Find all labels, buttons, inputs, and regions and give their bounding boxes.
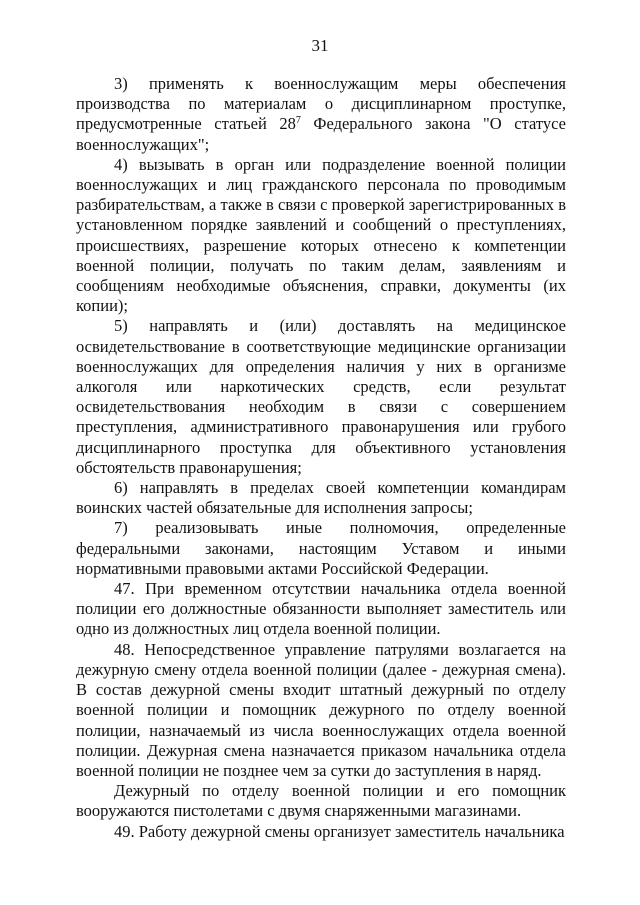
- page-number: 31: [311, 36, 329, 55]
- paragraph-item-5: 5) направлять и (или) доставлять на медицинское освидетельствование в соответствующие медицинские организации военнослужащих для определения наличия у них в организме алкоголя или наркотических средств, если результат освидетельствования необходим в связи с совершением преступления, административного правонарушения или грубого дисциплинарного проступка для объективного установления обстоятельств правонарушения;: [76, 316, 566, 477]
- paragraph-clause-48-continued: Дежурный по отделу военной полиции и его помощник вооружаются пистолетами с двумя снаряженными магазинами.: [76, 781, 566, 821]
- paragraph-text: 3) применять к военнослужащим меры обеспечения производства по материалам о дисциплинарном проступке, предусмотренные статьей 28: [76, 74, 566, 134]
- document-body: [76, 74, 566, 842]
- paragraph-item-4: 4) вызывать в орган или подразделение военной полиции военнослужащих и лиц гражданского персонала по проводимым разбирательствам, а также в связи с проверкой зарегистрированных в установленном порядке заявлений и сообщений о преступлениях, происшествиях, разрешение которых отнесено к компетенции военной полиции, получать по таким делам, заявлениям и сообщениям необходимые объяснения, справки, документы (их копии);: [76, 154, 566, 316]
- paragraph-clause-48: 48. Непосредственное управление патрулями возлагается на дежурную смену отдела военной полиции (далее - дежурная смена). В состав дежурной смены входит штатный дежурный по отделу военной полиции и помощник дежурного по отделу военной полиции, назначаемый из числа военнослужащих отдела военной полиции. Дежурная смена назначается приказом начальника отдела военной полиции не позднее чем за сутки до заступления в наряд.: [76, 639, 566, 780]
- paragraph-item-6: 6) направлять в пределах своей компетенции командирам воинских частей обязательные для исполнения запросы;: [76, 478, 566, 518]
- paragraph-clause-49: 49. Работу дежурной смены организует заместитель начальника: [114, 821, 565, 841]
- superscript-article-index: 7: [295, 115, 301, 127]
- paragraph-text: Федерального закона "О статусе военнослужащих";: [76, 114, 566, 154]
- paragraph-clause-47: 47. При временном отсутствии начальника отдела военной полиции его должностные обязанности выполняет заместитель или одно из должностных лиц отдела военной полиции.: [76, 579, 566, 639]
- paragraph-item-7: 7) реализовывать иные полномочия, определенные федеральными законами, настоящим Уставом и иными нормативными правовыми актами Российской Федерации.: [76, 518, 566, 578]
- paragraph-item-3: [76, 74, 566, 155]
